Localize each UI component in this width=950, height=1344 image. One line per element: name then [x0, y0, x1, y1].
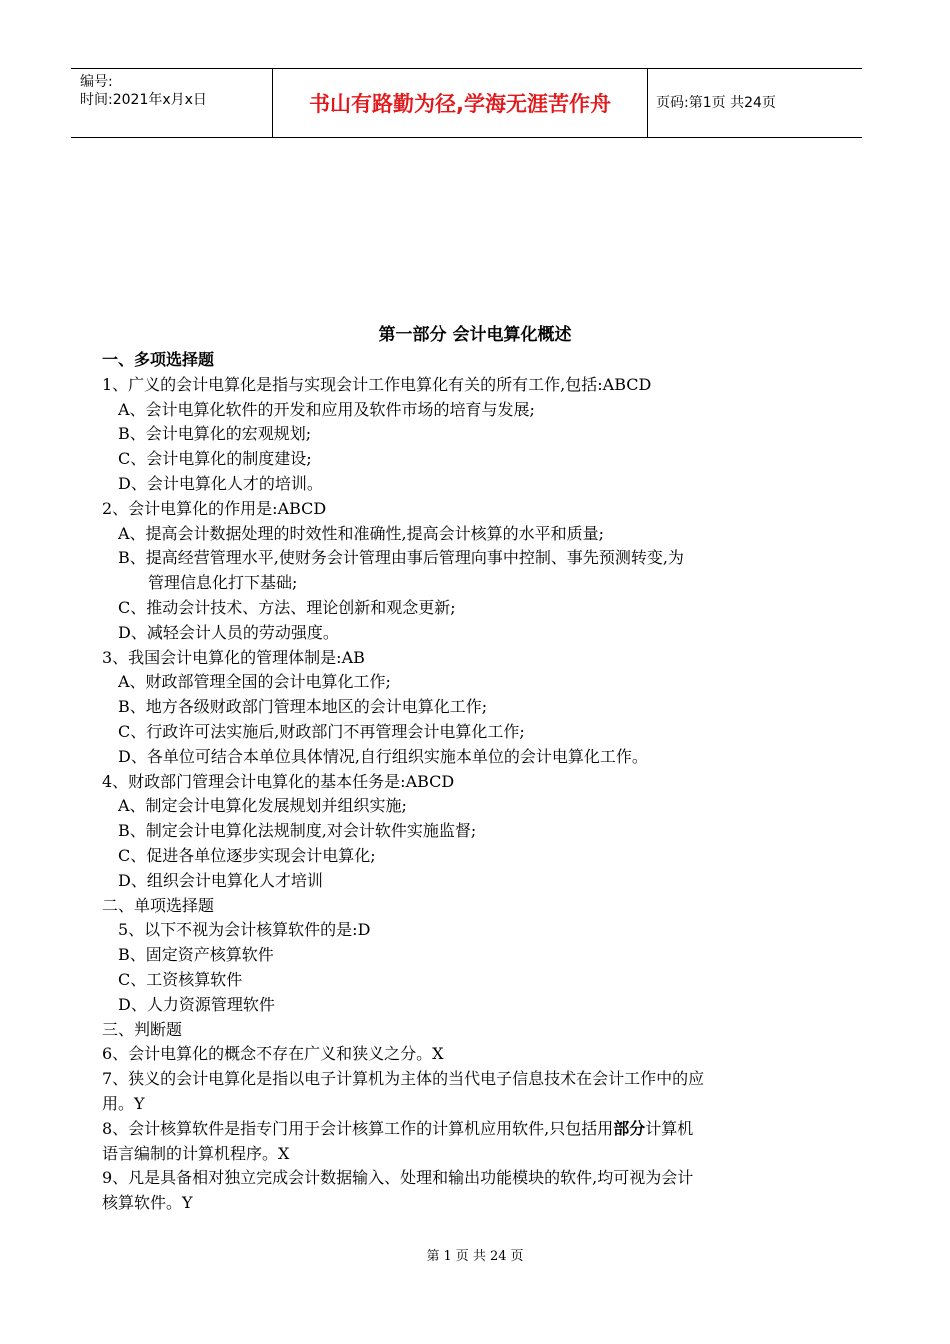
header-motto: 书山有路勤为径,学海无涯苦作舟	[309, 92, 611, 116]
question-3-option-b: B、地方各级财政部门管理本地区的会计电算化工作;	[118, 697, 488, 717]
question-4-option-d: D、组织会计电算化人才培训	[118, 870, 323, 890]
section-title: 第一部分 会计电算化概述	[378, 325, 572, 345]
footer-prefix: 第	[426, 1249, 440, 1264]
question-4: 4、财政部门管理会计电算化的基本任务是:ABCD	[102, 771, 455, 791]
document-time-label: 时间:2021年x月x日	[80, 92, 207, 108]
question-8-text-end: 计算机	[645, 1118, 694, 1138]
header-left-cell	[71, 69, 273, 137]
document-body	[102, 348, 832, 1216]
question-1-option-c: C、会计电算化的制度建设;	[118, 449, 312, 469]
footer-total-pages: 24	[489, 1249, 507, 1264]
question-8	[102, 1117, 832, 1142]
question-1-option-d: D、会计电算化人才的培训。	[118, 473, 323, 493]
question-7: 7、狭义的会计电算化是指以电子计算机为主体的当代电子信息技术在会计工作中的应	[102, 1069, 705, 1089]
question-8-continued: 语言编制的计算机程序。X	[102, 1143, 290, 1163]
question-9: 9、凡是具备相对独立完成会计数据输入、处理和输出功能模块的软件,均可视为会计	[102, 1168, 694, 1188]
page-header	[71, 68, 862, 138]
footer-mid: 页 共	[455, 1249, 486, 1264]
question-3-option-d: D、各单位可结合本单位具体情况,自行组织实施本单位的会计电算化工作。	[118, 746, 648, 766]
question-5-option-c: C、工资核算软件	[118, 969, 243, 989]
question-8-text: 8、会计核算软件是指专门用于会计核算工作的计算机应用软件,只包括用	[102, 1118, 614, 1138]
header-right-cell	[648, 69, 862, 137]
question-2: 2、会计电算化的作用是:ABCD	[102, 498, 327, 518]
question-4-option-b: B、制定会计电算化法规制度,对会计软件实施监督;	[118, 821, 477, 841]
page-footer	[0, 1248, 950, 1266]
question-3-option-c: C、行政许可法实施后,财政部门不再管理会计电算化工作;	[118, 721, 525, 741]
question-5-option-b: B、固定资产核算软件	[118, 945, 274, 965]
question-7-continued: 用。Y	[102, 1093, 145, 1113]
question-6: 6、会计电算化的概念不存在广义和狭义之分。X	[102, 1044, 444, 1064]
question-3: 3、我国会计电算化的管理体制是:AB	[102, 647, 365, 667]
question-9-continued: 核算软件。Y	[102, 1193, 193, 1213]
question-4-option-c: C、促进各单位逐步实现会计电算化;	[118, 845, 376, 865]
question-2-option-a: A、提高会计数据处理的时效性和准确性,提高会计核算的水平和质量;	[118, 523, 605, 543]
header-page-info: 页码:第1页 共24页	[656, 95, 776, 111]
document-number-label: 编号:	[80, 74, 113, 90]
footer-suffix: 页	[510, 1249, 524, 1264]
question-8-bold-term: 部分	[613, 1118, 646, 1138]
question-2-option-b: B、提高经营管理水平,使财务会计管理由事后管理向事中控制、事先预测转变,为	[118, 548, 684, 568]
heading-true-false: 三、判断题	[102, 1019, 183, 1039]
question-5-option-d: D、人力资源管理软件	[118, 994, 275, 1014]
heading-multiple-choice: 一、多项选择题	[102, 350, 215, 369]
header-middle-cell	[273, 69, 648, 137]
heading-single-choice: 二、单项选择题	[102, 895, 215, 915]
question-5: 5、以下不视为会计核算软件的是:D	[118, 920, 371, 940]
question-1: 1、广义的会计电算化是指与实现会计工作电算化有关的所有工作,包括:ABCD	[102, 374, 652, 394]
question-1-option-b: B、会计电算化的宏观规划;	[118, 424, 312, 444]
question-4-option-a: A、制定会计电算化发展规划并组织实施;	[118, 796, 407, 816]
question-1-option-a: A、会计电算化软件的开发和应用及软件市场的培育与发展;	[118, 399, 535, 419]
footer-page-number: 1	[443, 1249, 452, 1264]
question-2-option-d: D、减轻会计人员的劳动强度。	[118, 622, 339, 642]
question-2-option-b-continued: 管理信息化打下基础;	[148, 573, 298, 593]
question-2-option-c: C、推动会计技术、方法、理论创新和观念更新;	[118, 597, 456, 617]
question-3-option-a: A、财政部管理全国的会计电算化工作;	[118, 672, 391, 692]
